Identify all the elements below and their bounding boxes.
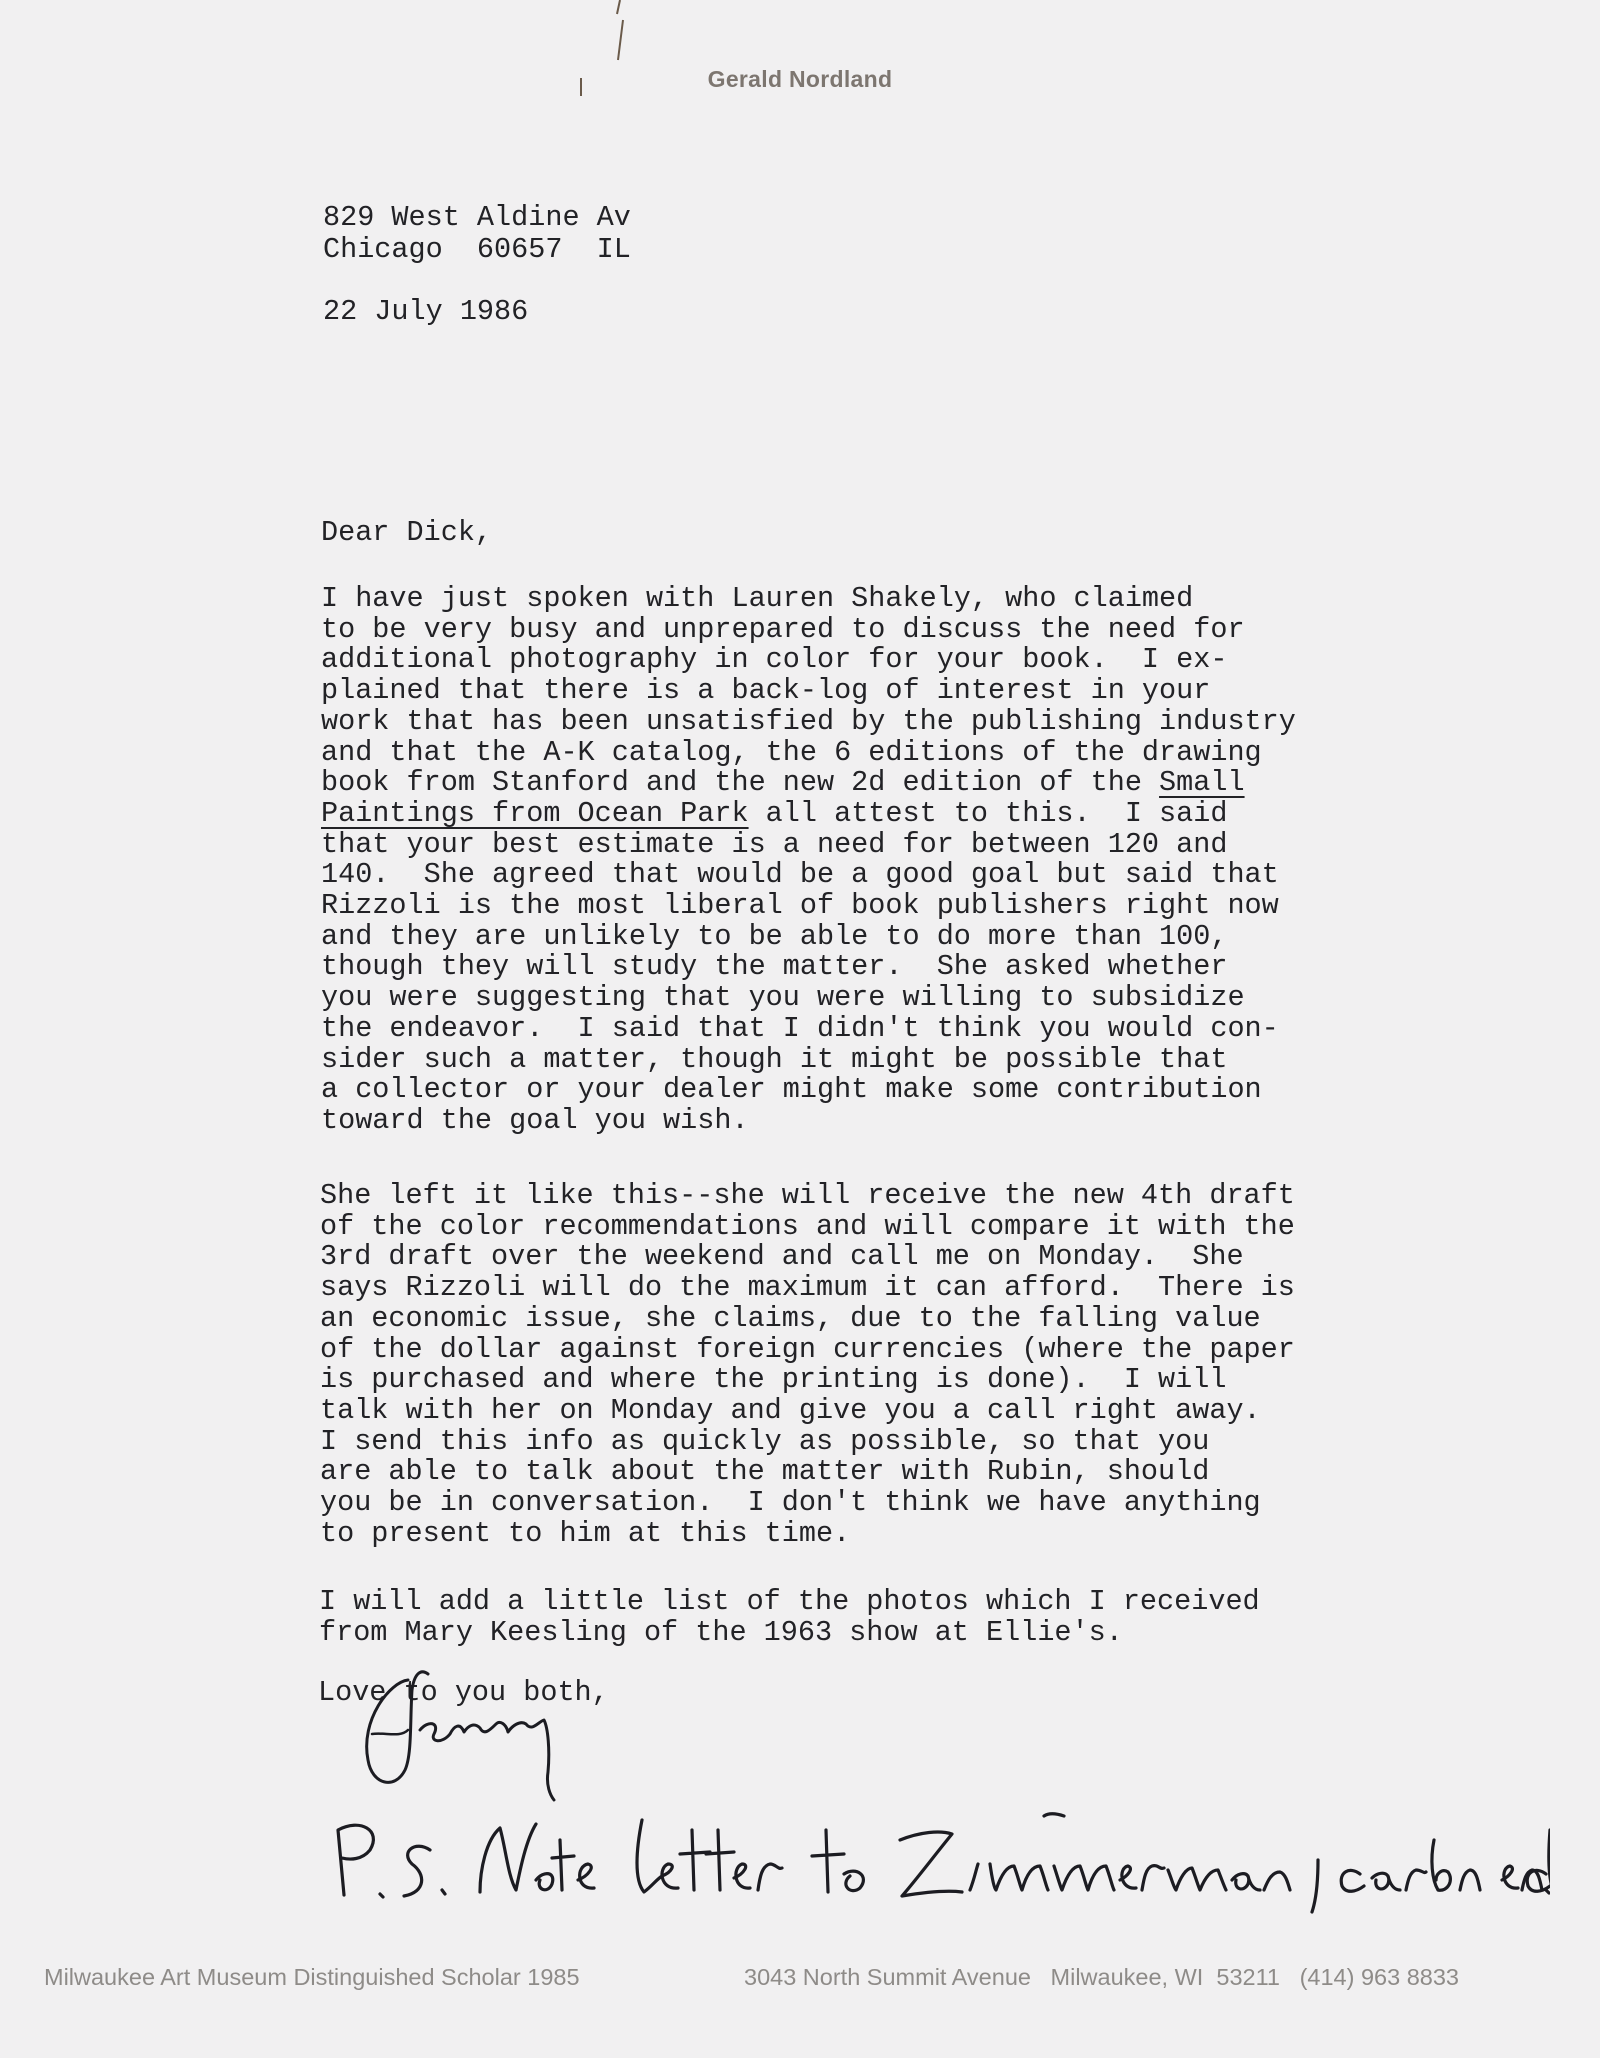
body-line: of the dollar against foreign currencies (where the paper xyxy=(320,1332,1295,1366)
letterhead-name: Gerald Nordland xyxy=(707,66,893,92)
address-line-1: 829 West Aldine Av xyxy=(323,201,631,234)
paper-marks xyxy=(560,0,640,110)
body-line: 3rd draft over the weekend and call me on Monday. She xyxy=(320,1240,1244,1274)
body-line: work that has been unsatisfied by the publishing industry xyxy=(321,704,1296,738)
body-line: says Rizzoli will do the maximum it can afford. There is xyxy=(320,1271,1295,1305)
body-line: to be very busy and unprepared to discuss the need for xyxy=(321,612,1245,646)
body-paragraph-3 xyxy=(319,1587,1260,1648)
body-line: I will add a little list of the photos which I received xyxy=(319,1585,1260,1618)
closing: Love to you both, xyxy=(318,1676,609,1709)
body-line: She left it like this--she will receive the new 4th draft xyxy=(320,1179,1295,1212)
body-line: and they are unlikely to be able to do more than 100, xyxy=(321,919,1228,953)
body-line: talk with her on Monday and give you a call right away. xyxy=(320,1393,1261,1427)
body-paragraph-1 xyxy=(321,584,1296,1137)
body-line: 140. She agreed that would be a good goal but said that xyxy=(321,858,1279,892)
body-line: are able to talk about the matter with Rubin, should xyxy=(320,1455,1210,1489)
body-line: toward the goal you wish. xyxy=(321,1103,749,1137)
body-line: is purchased and where the printing is done). I will xyxy=(320,1363,1227,1397)
sender-address xyxy=(323,202,631,266)
book-title-part-1: Small xyxy=(1159,766,1245,800)
body-line: from Mary Keesling of the 1963 show at Ellie's. xyxy=(319,1615,1123,1649)
address-line-2: Chicago 60657 IL xyxy=(323,233,631,266)
body-line: though they will study the matter. She asked whether xyxy=(321,950,1228,984)
body-line: of the color recommendations and will compare it with the xyxy=(320,1209,1295,1243)
body-line: you be in conversation. I don't think we have anything xyxy=(320,1486,1261,1520)
body-line-suffix: all attest to this. I said xyxy=(748,796,1228,830)
body-line: sider such a matter, though it might be possible that xyxy=(321,1042,1228,1076)
body-line: I send this info as quickly as possible, so that you xyxy=(320,1424,1210,1458)
body-line: the endeavor. I said that I didn't think you would con- xyxy=(321,1011,1279,1045)
footer-scholar-title: Milwaukee Art Museum Distinguished Scholar 1985 xyxy=(44,1964,580,1990)
salutation: Dear Dick, xyxy=(321,516,493,549)
footer-address: 3043 North Summit Avenue Milwaukee, WI 53211 (414) 963 8833 xyxy=(744,1964,1459,1990)
body-line: to present to him at this time. xyxy=(320,1516,851,1550)
body-line: a collector or your dealer might make some contribution xyxy=(321,1073,1262,1107)
body-line: additional photography in color for your book. I ex- xyxy=(321,643,1228,677)
book-title-part-2: Paintings from Ocean Park xyxy=(321,796,749,830)
handwritten-postscript xyxy=(330,1800,1550,1920)
body-line: plained that there is a back-log of interest in your xyxy=(321,674,1211,708)
body-line: you were suggesting that you were willing to subsidize xyxy=(321,981,1245,1015)
body-line: that your best estimate is a need for between 120 and xyxy=(321,827,1228,861)
body-line: and that the A-K catalog, the 6 editions of the drawing xyxy=(321,735,1262,769)
body-line: Rizzoli is the most liberal of book publishers right now xyxy=(321,889,1279,923)
body-line-prefix: book from Stanford and the new 2d edition of the xyxy=(321,766,1160,800)
signature-jerry xyxy=(350,1660,610,1820)
letter-date: 22 July 1986 xyxy=(323,295,529,328)
body-paragraph-2 xyxy=(320,1181,1295,1549)
body-line: I have just spoken with Lauren Shakely, who claimed xyxy=(321,582,1194,615)
body-line: an economic issue, she claims, due to the falling value xyxy=(320,1301,1261,1335)
